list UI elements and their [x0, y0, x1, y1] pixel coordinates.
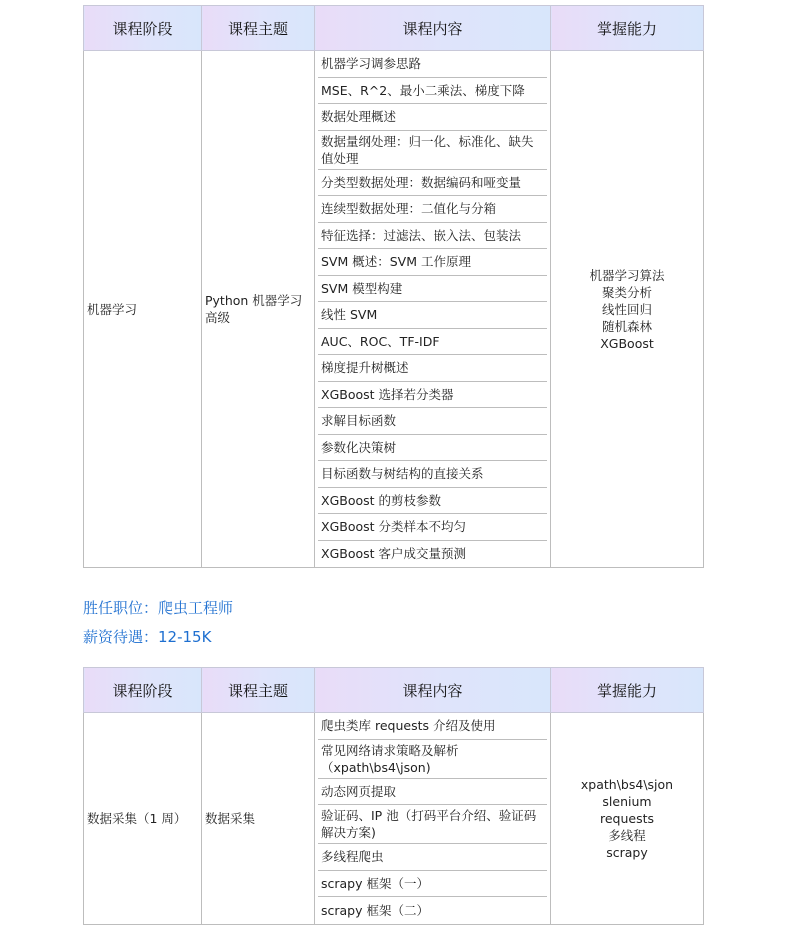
skill-item: 机器学习算法 — [589, 267, 665, 283]
header-topic: 课程主题 — [202, 6, 315, 51]
skill-item: XGBoost — [600, 335, 654, 351]
header-stage: 课程阶段 — [84, 668, 202, 713]
header-stage: 课程阶段 — [84, 6, 202, 51]
skill-cell — [551, 51, 704, 568]
list-item: 求解目标函数 — [318, 408, 547, 435]
table-row — [84, 713, 704, 925]
course-table-machine-learning — [83, 5, 704, 568]
header-content: 课程内容 — [315, 668, 551, 713]
list-item: 常见网络请求策略及解析（xpath\bs4\json) — [318, 740, 547, 779]
list-item: AUC、ROC、TF-IDF — [318, 329, 547, 356]
header-content: 课程内容 — [315, 6, 551, 51]
list-item: 数据量纲处理：归一化、标准化、缺失值处理 — [318, 131, 547, 170]
list-item: XGBoost 客户成交量预测 — [321, 546, 467, 562]
list-item: scrapy 框架（一） — [318, 871, 547, 898]
table-row — [84, 51, 704, 568]
list-item: SVM 概述：SVM 工作原理 — [318, 249, 547, 276]
content-cell — [315, 713, 551, 925]
topic-cell: 数据采集 — [202, 713, 315, 925]
skill-item: slenium — [602, 793, 652, 809]
stage-cell: 数据采集（1 周） — [84, 713, 202, 925]
table-header-row — [84, 668, 704, 713]
list-item: 动态网页提取 — [318, 779, 547, 806]
list-item: 梯度提升树概述 — [318, 355, 547, 382]
skill-item: 随机森林 — [601, 318, 652, 334]
stage-cell: 机器学习 — [84, 51, 202, 568]
content-cell — [315, 51, 551, 568]
list-item: 验证码、IP 池（打码平台介绍、验证码解决方案) — [318, 805, 547, 844]
skill-item: 聚类分析 — [601, 284, 652, 300]
list-item: MSE、R^2、最小二乘法、梯度下降 — [318, 78, 547, 105]
content-list — [318, 51, 547, 567]
skill-item: scrapy — [606, 844, 648, 860]
list-item: XGBoost 分类样本不均匀 — [318, 514, 547, 541]
skill-item: 多线程 — [608, 827, 646, 843]
list-item: 分类型数据处理：数据编码和哑变量 — [318, 170, 547, 197]
list-item: scrapy 框架（二） — [321, 902, 429, 918]
list-item: 参数化决策树 — [318, 435, 547, 462]
list-item: 数据处理概述 — [318, 104, 547, 131]
header-topic: 课程主题 — [202, 668, 315, 713]
list-item: 多线程爬虫 — [318, 844, 547, 871]
skill-item: 线性回归 — [601, 301, 652, 317]
salary: 薪资待遇：12-15K — [83, 628, 212, 646]
list-item: 目标函数与树结构的直接关系 — [318, 461, 547, 488]
list-item: 机器学习调参思路 — [318, 51, 547, 78]
list-item: 线性 SVM — [318, 302, 547, 329]
list-item: XGBoost 选择若分类器 — [318, 382, 547, 409]
skill-item: requests — [599, 810, 655, 826]
header-skill: 掌握能力 — [551, 668, 704, 713]
skill-item: xpath\bs4\sjon — [580, 776, 674, 792]
skill-cell — [551, 713, 704, 925]
course-table-data-collection — [83, 667, 704, 925]
table-header-row — [84, 6, 704, 51]
content-list — [318, 713, 547, 924]
list-item: XGBoost 的剪枝参数 — [318, 488, 547, 515]
list-item: 连续型数据处理：二值化与分箱 — [318, 196, 547, 223]
list-item: SVM 模型构建 — [318, 276, 547, 303]
list-item: 特征选择：过滤法、嵌入法、包装法 — [318, 223, 547, 250]
list-item: 爬虫类库 requests 介绍及使用 — [318, 713, 547, 740]
topic-cell: Python 机器学习高级 — [202, 51, 315, 568]
job-position: 胜任职位：爬虫工程师 — [83, 599, 234, 617]
header-skill: 掌握能力 — [551, 6, 704, 51]
